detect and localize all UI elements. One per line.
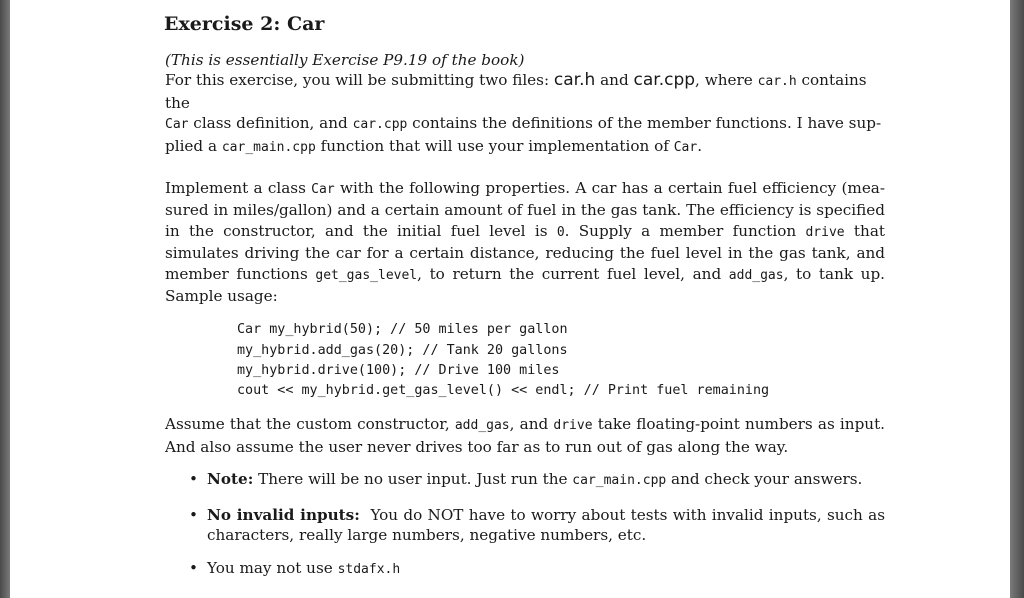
body-text: with the following properties. A car has a certain fuel efficiency (mea-sured in miles/gallon) and a certain amount of fuel in the gas tank. The efficiency is specified in the constructor, and the initial fuel level is xyxy=(165,179,885,240)
inline-code: get_gas_level xyxy=(315,267,418,283)
left-window-edge xyxy=(0,0,10,598)
inline-code: add_gas xyxy=(454,418,510,434)
body-text: take floating-point numbers as input. And also assume the user never drives too far as to run out of gas along the way. xyxy=(165,415,885,456)
inline-code: car.cpp xyxy=(352,117,408,133)
assume-paragraph xyxy=(165,414,885,457)
intro-text: , where xyxy=(695,71,758,90)
right-window-edge xyxy=(1010,0,1024,598)
body-text: and check your answers. xyxy=(666,470,863,489)
body-text: , to return the current fuel level, and xyxy=(417,264,729,283)
code-line: Car my_hybrid(50); // 50 miles per gallon xyxy=(237,322,568,338)
inline-code: stdafx.h xyxy=(337,562,401,578)
inline-code: car.h xyxy=(757,74,797,90)
intro-paragraph xyxy=(165,50,885,158)
body-text: You do NOT have to worry about tests with invalid inputs, such as characters, really large numbers, negative numbers, etc. xyxy=(207,505,890,544)
inline-code: drive xyxy=(553,418,593,434)
body-text: . Supply a member function xyxy=(564,221,806,240)
body-text: that simulates driving the car for a certain distance, reducing the fuel level in the gas tank, and member functions xyxy=(165,221,885,283)
list-item xyxy=(165,558,885,580)
inline-code: add_gas xyxy=(728,267,784,283)
intro-text: For this exercise, you will be submitting two files: xyxy=(165,71,554,90)
document-page xyxy=(164,10,890,594)
code-line: cout << my_hybrid.get_gas_level() << endl; // Print fuel remaining xyxy=(237,383,770,399)
body-text: There will be no user input. Just run the xyxy=(253,470,573,489)
intro-text: and xyxy=(595,71,634,90)
intro-text: . xyxy=(697,136,703,155)
bullet-icon: • xyxy=(189,470,198,489)
intro-text: contains the xyxy=(165,71,867,112)
exercise-heading: Exercise 2: Car xyxy=(164,13,325,35)
list-item xyxy=(165,505,890,546)
note-label: Note: xyxy=(207,470,254,489)
implement-paragraph xyxy=(165,178,885,306)
code-line: my_hybrid.add_gas(20); // Tank 20 gallons xyxy=(237,342,568,358)
body-text: Implement a class xyxy=(165,179,312,198)
list-item xyxy=(165,469,885,491)
bullet-icon: • xyxy=(189,559,198,578)
body-text: , and xyxy=(509,415,554,434)
code-line: my_hybrid.drive(100); // Drive 100 miles xyxy=(237,362,560,378)
book-reference-note: (This is essentially Exercise P9.19 of the book) xyxy=(165,51,525,69)
body-text: , to tank up. Sample usage: xyxy=(165,264,886,306)
intro-text: contains the definitions of the member functions. I have sup- xyxy=(407,114,882,133)
inline-code: 0 xyxy=(556,224,565,240)
inline-code: Car xyxy=(165,117,189,133)
intro-text: class definition, and xyxy=(188,114,353,133)
invalid-inputs-label: No invalid inputs: xyxy=(207,505,360,524)
body-text: You may not use xyxy=(207,559,338,578)
file-name-car-h: car.h xyxy=(553,70,596,91)
intro-text: plied a xyxy=(165,136,222,155)
sample-code-block xyxy=(237,320,885,401)
inline-code: drive xyxy=(805,224,845,240)
inline-code: Car xyxy=(311,182,335,198)
file-name-car-cpp: car.cpp xyxy=(633,70,696,91)
body-text: Assume that the custom constructor, xyxy=(165,415,455,434)
inline-code: car_main.cpp xyxy=(572,473,667,489)
inline-code: Car xyxy=(673,139,698,155)
notes-list xyxy=(165,469,890,581)
bullet-icon: • xyxy=(189,505,198,524)
intro-text: function that will use your implementation of xyxy=(315,136,674,155)
inline-code: car_main.cpp xyxy=(221,139,316,155)
